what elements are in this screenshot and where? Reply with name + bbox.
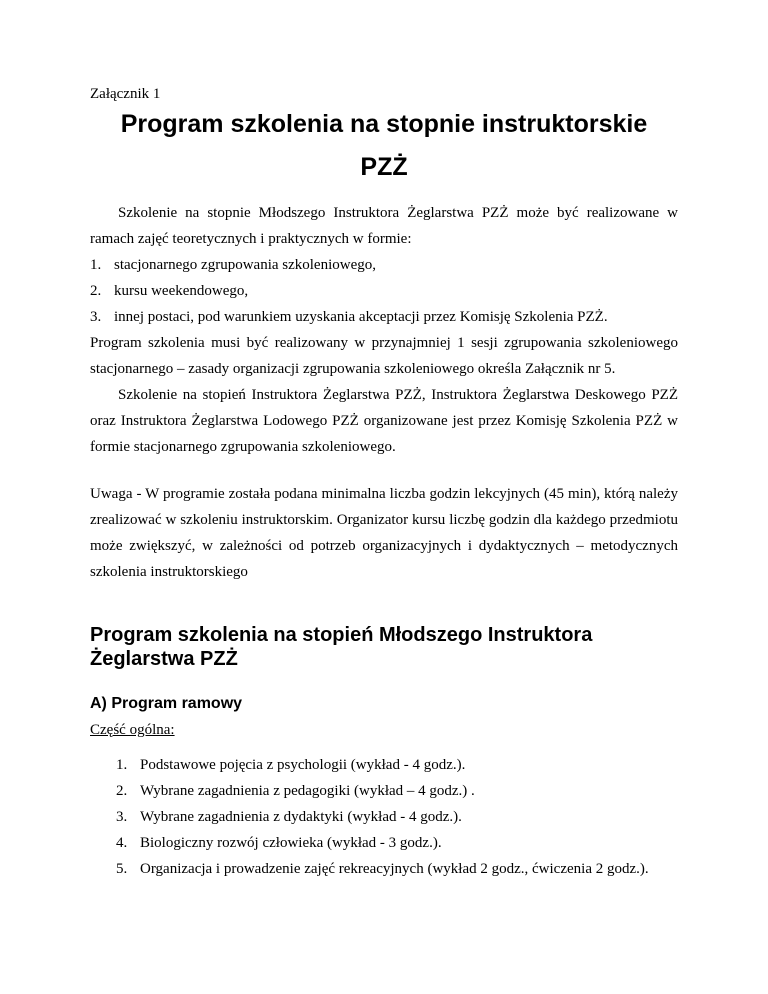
- list-item: 5. Organizacja i prowadzenie zajęć rekreacyjnych (wykład 2 godz., ćwiczenia 2 godz.).: [116, 861, 649, 877]
- intro-paragraph-3: Szkolenie na stopień Instruktora Żeglarstwa PZŻ, Instruktora Żeglarstwa Deskowego PZŻ oraz Instruktora Żeglarstwa Lodowego PZŻ organizowane jest przez Komisję Szkolenia PZŻ w formie stacjonarnego zgrupowania szkoleniowego.: [90, 387, 678, 455]
- note-paragraph: Uwaga - W programie została podana minimalna liczba godzin lekcyjnych (45 min), którą należy zrealizować w szkoleniu instruktorskim. Organizator kursu liczbę godzin dla każdego przedmiotu może zwiększyć, w zależności od potrzeb organizacyjnych i dydaktycznych – metodycznych szkolenia instruktorskiego: [90, 486, 678, 580]
- list-item: 1. Podstawowe pojęcia z psychologii (wykład - 4 godz.).: [116, 757, 466, 773]
- annex-label: Załącznik 1: [90, 86, 161, 102]
- list-item: 2. Wybrane zagadnienia z pedagogiki (wykład – 4 godz.) .: [116, 783, 475, 799]
- list-item: 3. Wybrane zagadnienia z dydaktyki (wykład - 4 godz.).: [116, 809, 462, 825]
- subsection-title: A) Program ramowy: [90, 695, 243, 712]
- list-item: 4. Biologiczny rozwój człowieka (wykład - 3 godz.).: [116, 835, 442, 851]
- document-title-line2: PZŻ: [360, 153, 408, 181]
- document-title-line1: Program szkolenia na stopnie instruktorskie: [120, 110, 648, 138]
- training-forms-list: [90, 252, 690, 330]
- intro-paragraph-1: Szkolenie na stopnie Młodszego Instruktora Żeglarstwa PZŻ może być realizowane w ramach zajęć teoretycznych i praktycznych w formie:: [90, 205, 678, 247]
- intro-paragraph-2: Program szkolenia musi być realizowany w przynajmniej 1 sesji zgrupowania szkoleniowego stacjonarnego – zasady organizacji zgrupowania szkoleniowego określa Załącznik nr 5.: [90, 335, 678, 377]
- part-label: Część ogólna:: [90, 722, 175, 738]
- list-item: 1. stacjonarnego zgrupowania szkoleniowego,: [90, 257, 376, 273]
- list-item: 2. kursu weekendowego,: [90, 283, 249, 299]
- general-topics-list: [116, 752, 756, 882]
- list-item: 3. innej postaci, pod warunkiem uzyskania akceptacji przez Komisję Szkolenia PZŻ.: [90, 309, 608, 325]
- section-title: Program szkolenia na stopień Młodszego Instruktora Żeglarstwa PZŻ: [90, 624, 593, 670]
